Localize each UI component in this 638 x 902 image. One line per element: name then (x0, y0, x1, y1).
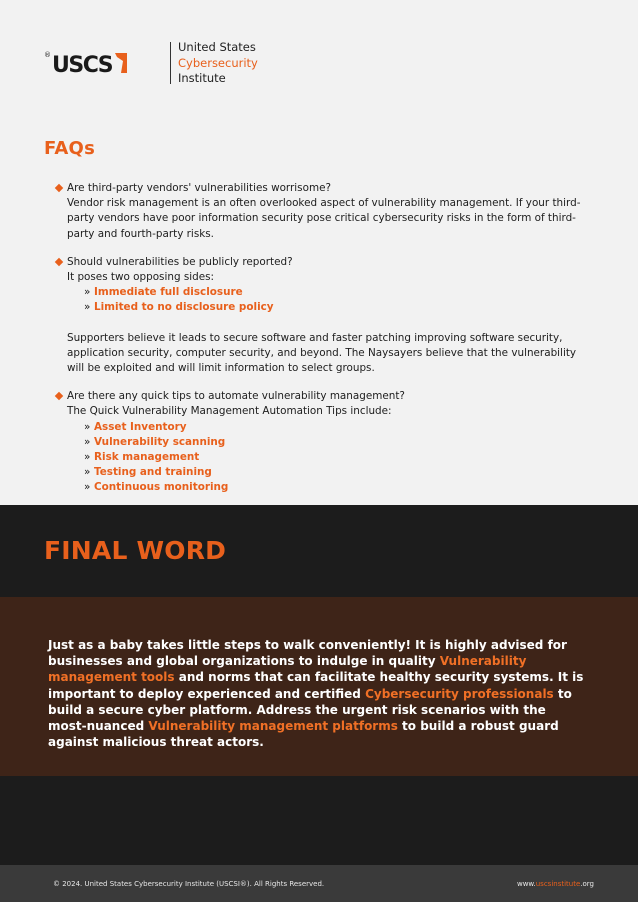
diamond-bullet-icon (55, 184, 63, 192)
faq-point-label: Risk management (94, 451, 200, 464)
faq-question: Are there any quick tips to automate vulnerability management? (67, 390, 405, 403)
registered-mark: ® (44, 51, 51, 59)
faq-list (56, 181, 596, 509)
uscsi-logo-mark (52, 51, 128, 75)
diamond-bullet-icon (55, 392, 63, 400)
chevron-right-icon: » (84, 435, 91, 448)
faq-point-label: Continuous monitoring (94, 481, 229, 494)
link-vulnerability-management-tools[interactable]: Vulnerability management tools (48, 654, 527, 685)
faq-point (84, 450, 596, 465)
faq-intro: It poses two opposing sides: (67, 271, 215, 284)
chevron-right-icon: » (84, 301, 91, 314)
footer-site-link[interactable] (517, 880, 594, 888)
faq-point (84, 285, 596, 300)
faq-point (84, 465, 596, 480)
faq-point-label: Vulnerability scanning (94, 435, 226, 448)
final-text-part: and norms that can facilitate healthy security systems. It is important to deploy experienced and certified (48, 670, 584, 701)
final-text-part: Just as a baby takes little steps to walk conveniently! It is highly advised for businesses and global organizations to indulge in quality (48, 638, 567, 669)
diamond-bullet-icon (55, 258, 63, 266)
org-line-2: Cybersecurity (178, 55, 258, 70)
faq-points (84, 285, 596, 315)
footer-copyright: © 2024. United States Cybersecurity Institute (USCSI®). All Rights Reserved. (53, 880, 325, 888)
link-cybersecurity-professionals[interactable]: Cybersecurity professionals (365, 686, 554, 701)
faq-point-label: Testing and training (94, 466, 212, 479)
faq-intro: The Quick Vulnerability Management Automation Tips include: (67, 405, 392, 418)
org-line-3: Institute (178, 71, 226, 85)
faq-question: Are third-party vendors' vulnerabilities worrisome? (67, 182, 331, 194)
faq-point-label: Asset Inventory (94, 420, 187, 433)
final-text-part: to build a robust guard against malicious threat actors. (48, 719, 559, 750)
chevron-right-icon: » (84, 481, 91, 494)
chevron-right-icon: » (84, 286, 91, 299)
svg-text:USCS: USCS (52, 53, 113, 75)
faq-point-label: Limited to no disclosure policy (94, 301, 274, 314)
faq-item (56, 181, 596, 242)
org-line-1: United States (178, 40, 256, 54)
final-word-title: FINAL WORD (44, 536, 227, 565)
faq-question: Should vulnerabilities be publicly reported? (67, 255, 293, 268)
faq-point (84, 435, 596, 450)
faq-points (84, 420, 596, 496)
link-vulnerability-management-platforms[interactable]: Vulnerability management platforms (148, 719, 398, 734)
chevron-right-icon: » (84, 420, 91, 433)
footer (0, 865, 638, 902)
faq-item (56, 389, 596, 495)
logo-divider (170, 42, 171, 84)
final-text-part: to build a secure cyber platform. Address the urgent risk scenarios with the most-nuanced (48, 686, 572, 734)
faq-point (84, 480, 596, 495)
org-name (178, 40, 258, 87)
chevron-right-icon: » (84, 466, 91, 479)
site-suffix: .org (580, 880, 594, 888)
faq-point (84, 300, 596, 315)
faq-point (84, 420, 596, 435)
faq-answer: Vendor risk management is an often overlooked aspect of vulnerability management. If your third-party vendors have poor information security pose critical cybersecurity risks in the form of third-party and fourth-party risks. (67, 197, 581, 240)
spacer (67, 316, 596, 331)
faq-point-label: Immediate full disclosure (94, 286, 243, 299)
final-word-text (48, 637, 588, 750)
faq-item (56, 255, 596, 376)
chevron-right-icon: » (84, 451, 91, 464)
site-prefix: www. (516, 880, 536, 888)
faq-answer: Supporters believe it leads to secure software and faster patching improving software security, application security, computer security, and beyond. The Naysayers believe that the vulnerability will be exploited and will limit information to select groups. (67, 331, 577, 375)
faq-title: FAQs (44, 138, 95, 159)
site-domain: uscsinstitute (535, 880, 581, 888)
